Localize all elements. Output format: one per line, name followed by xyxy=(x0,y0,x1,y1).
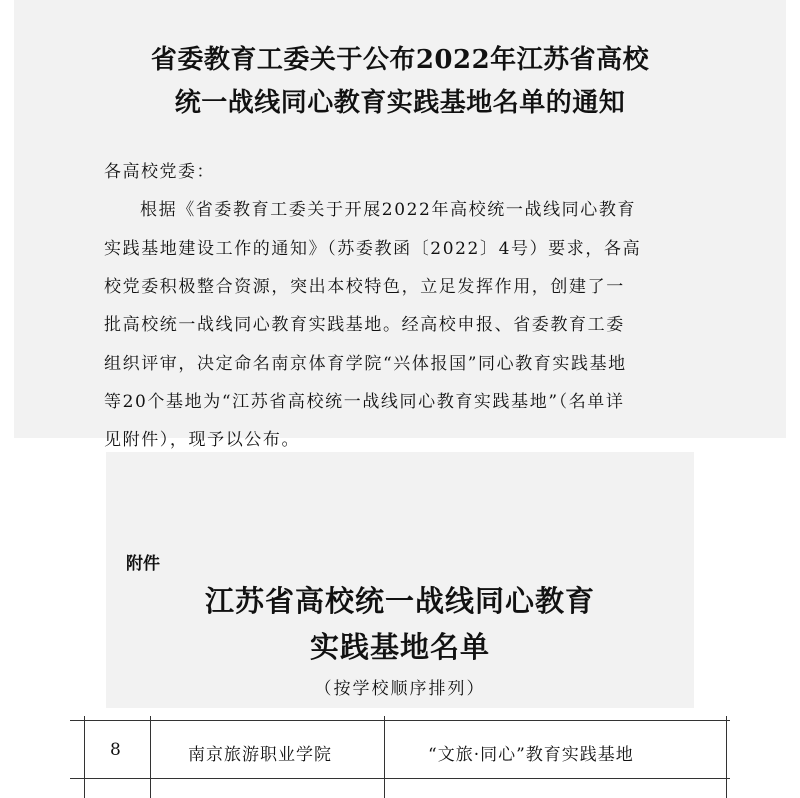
table-cell-index: 8 xyxy=(110,740,122,760)
table-border xyxy=(726,716,727,798)
notice-title-line1: 省委教育工委关于公布2022年江苏省高校 xyxy=(150,45,650,75)
table-border xyxy=(70,720,730,721)
notice-body-line: 实践基地建设工作的通知》（苏委教函〔2022〕4号）要求，各高 xyxy=(104,239,642,259)
notice-body-line: 见附件），现予以公布。 xyxy=(104,430,301,450)
notice-body-line: 校党委积极整合资源，突出本校特色，立足发挥作用，创建了一 xyxy=(104,277,625,297)
notice-body-line: 批高校统一战线同心教育实践基地。经高校申报、省委教育工委 xyxy=(104,315,625,335)
attachment-title-line2: 实践基地名单 xyxy=(309,630,490,664)
notice-panel xyxy=(14,0,786,450)
notice-body-line: 组织评审，决定命名南京体育学院“兴体报国”同心教育实践基地 xyxy=(104,354,627,374)
list-table xyxy=(70,716,730,798)
table-border xyxy=(70,778,730,779)
table-cell-base: “文旅·同心”教育实践基地 xyxy=(428,745,634,765)
table-border xyxy=(150,716,151,798)
notice-body-line: 等20个基地为“江苏省高校统一战线同心教育实践基地”（名单详 xyxy=(104,392,625,412)
notice-body-line: 根据《省委教育工委关于开展2022年高校统一战线同心教育 xyxy=(140,200,637,220)
attachment-panel xyxy=(106,452,694,708)
notice-title-line2: 统一战线同心教育实践基地名单的通知 xyxy=(174,88,626,118)
notice-addressee: 各高校党委： xyxy=(104,162,215,182)
table-border xyxy=(84,716,85,798)
attachment-label: 附件 xyxy=(126,554,160,574)
attachment-subtitle: （按学校顺序排列） xyxy=(314,679,486,699)
table-cell-school: 南京旅游职业学院 xyxy=(188,745,332,765)
table-border xyxy=(384,716,385,798)
attachment-title-line1: 江苏省高校统一战线同心教育 xyxy=(204,584,595,618)
